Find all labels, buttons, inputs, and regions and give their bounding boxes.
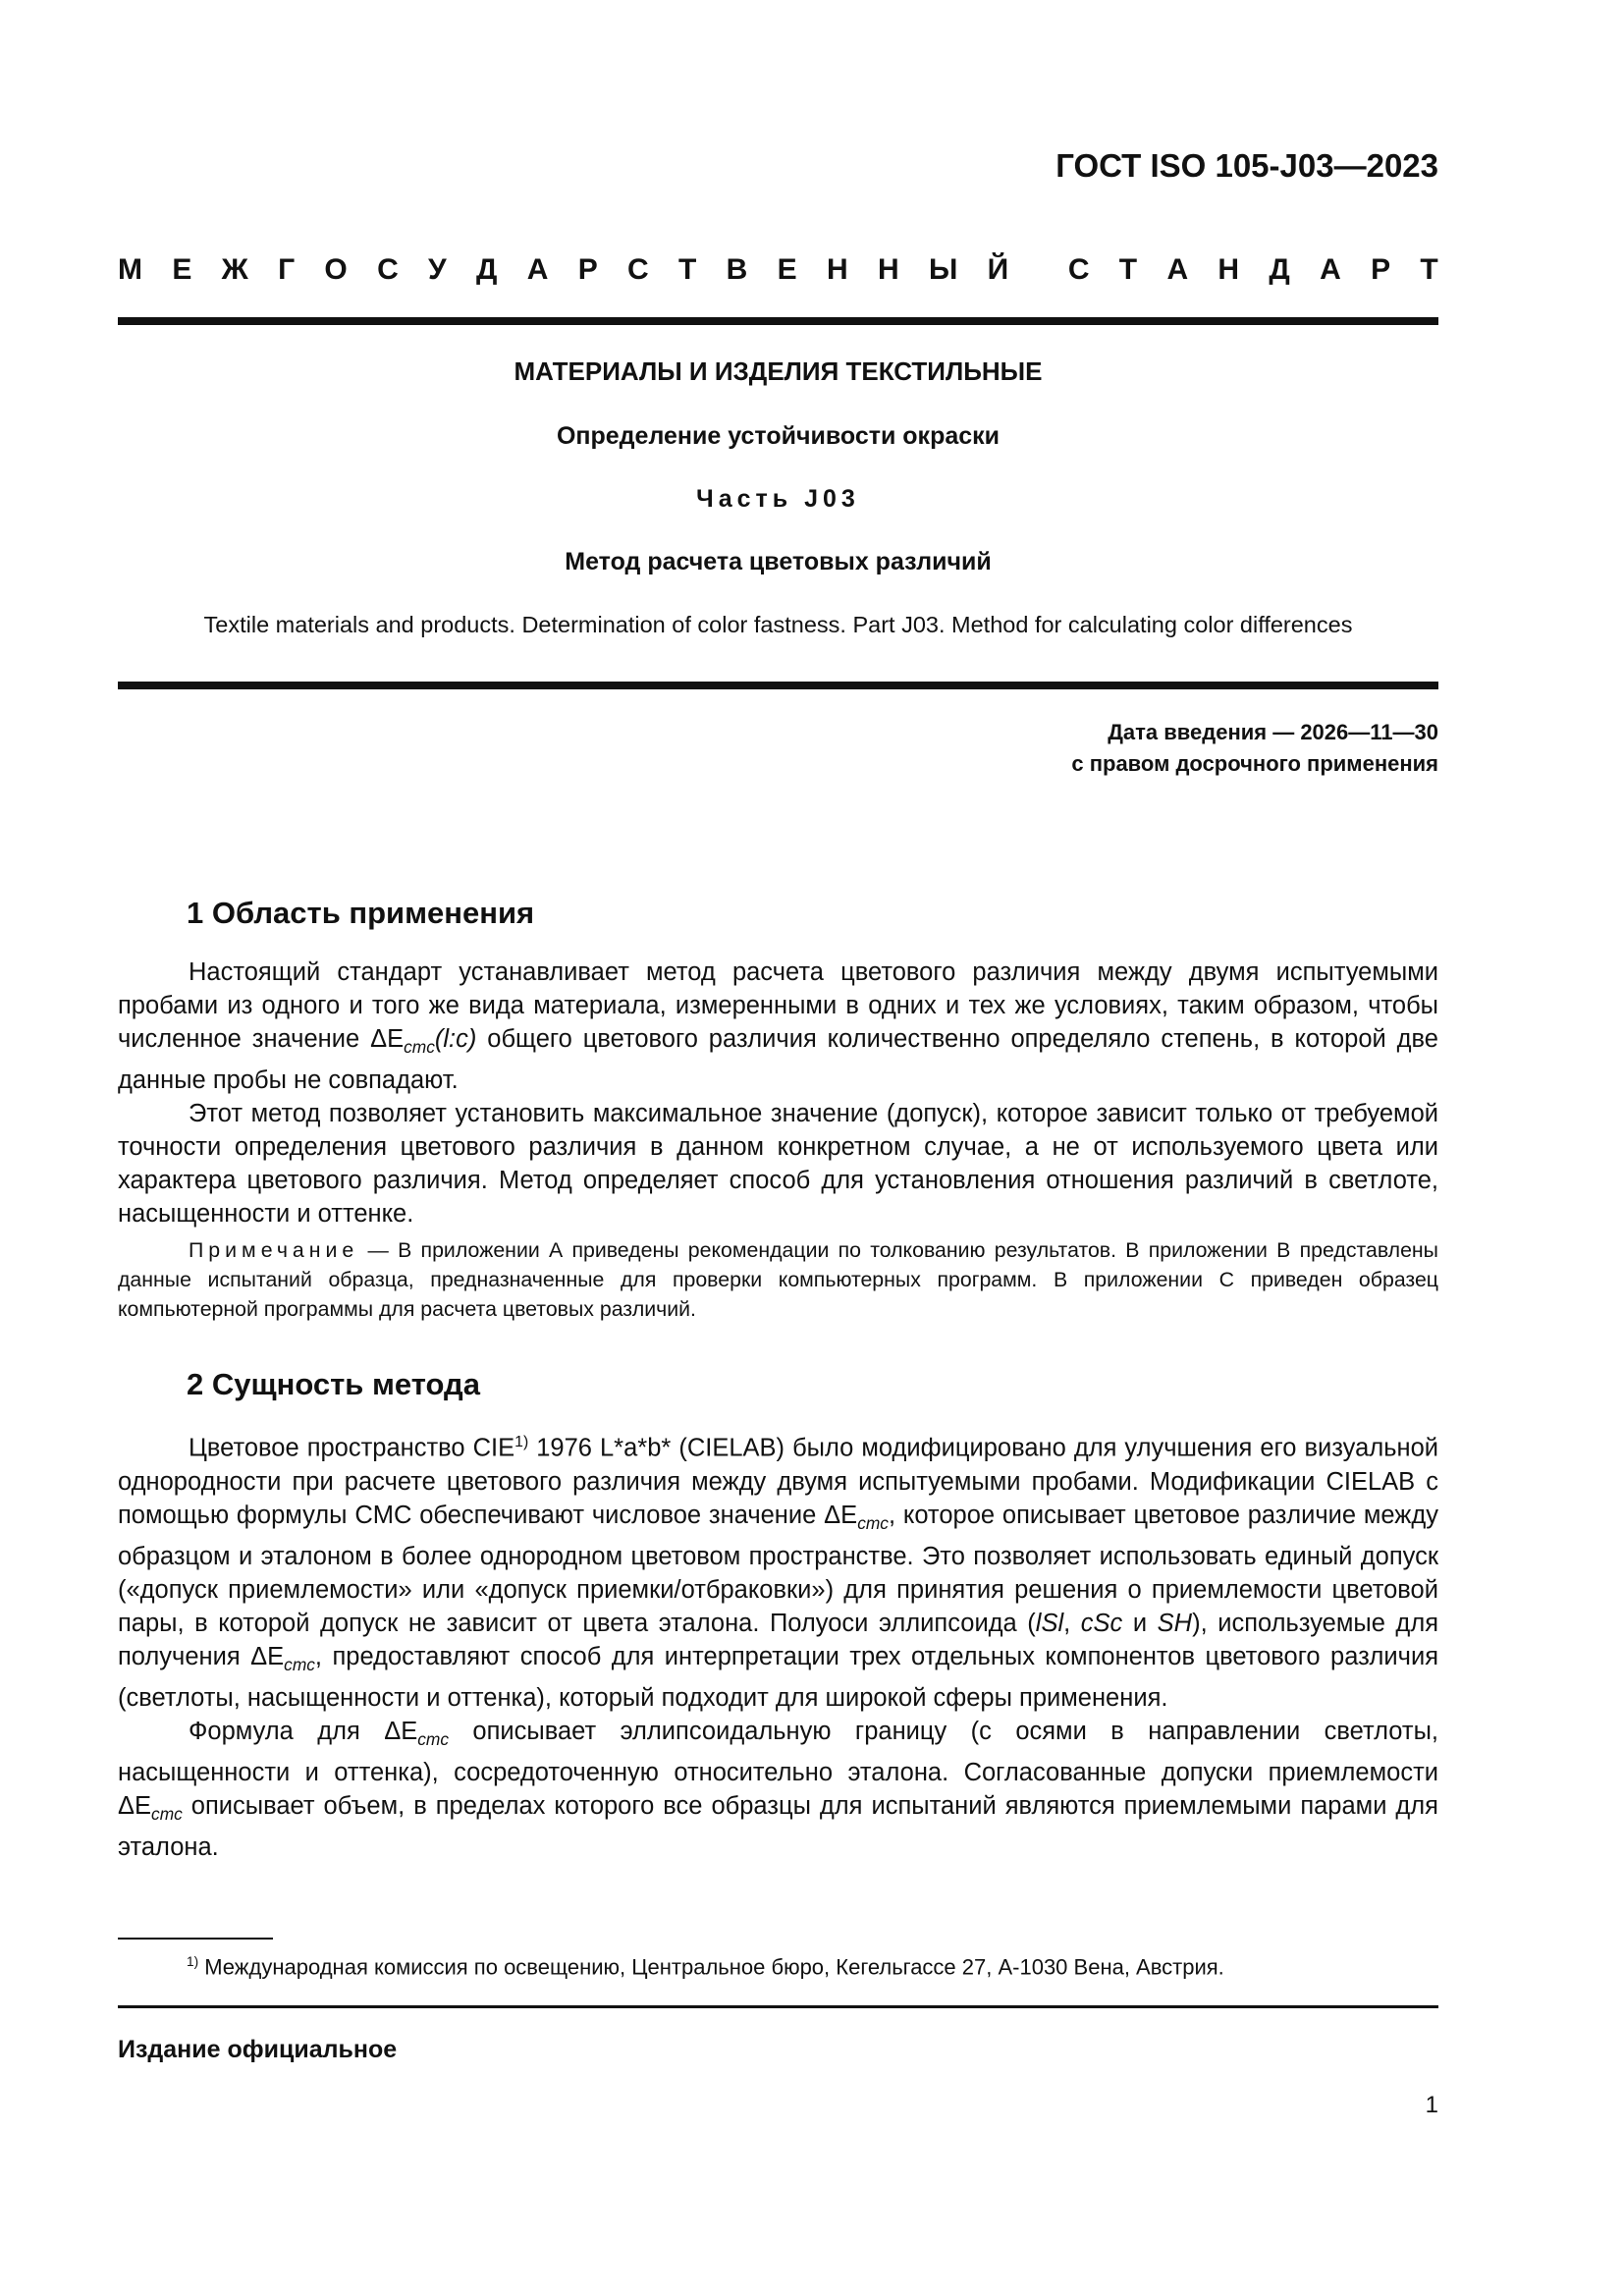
title-sub: Определение устойчивости окраски bbox=[556, 422, 1001, 450]
standard-type-letter: А bbox=[1166, 253, 1189, 286]
title-method: Метод расчета цветовых различий bbox=[565, 548, 992, 575]
section-2-heading: 2 Сущность метода bbox=[187, 1367, 480, 1401]
standard-type-letter: Т bbox=[1118, 253, 1138, 286]
standard-type-letter: Н bbox=[877, 253, 899, 286]
standard-type-letter: Д bbox=[476, 253, 498, 286]
standard-type-letter: Н bbox=[826, 253, 848, 286]
section-1-paragraph-1: Настоящий стандарт устанавливает метод расчета цветового различия между двумя испытуемыми пробами из одного и того же вида материала, измеренными в одних и тех же условиях, таким образом, чтобы численное значение $\Delta E_{cmc}(l:c)$ общего цветового различия количественно определяло степень, в которой две данные пробы не совпадают. bbox=[118, 958, 1438, 1095]
section-1-heading: 1 Область применения bbox=[187, 896, 535, 930]
standard-type-letter: Р bbox=[577, 253, 598, 286]
section-2-paragraph-1: Цветовое пространство CIE$^{1)}$ 1976 L*a*b* (CIELAB) было модифицировано для улучшения его визуальной однородности при расчете цветового различия между двумя испытуемыми пробами. Модификации CIELAB с помощью формулы CMC обеспечивают числовое значение $\Delta E_{cmc}$, которое описывает цветовое различие между образцом и эталоном в более однородном цветовом пространстве. Это позволяет использовать единый допуск («допуск приемлемости» или «допуск приемки/отбраковки») для принятия решения о приемлемости цветовой пары, в которой допуск не зависит от цвета эталона. Полуоси эллипсоида (lSl, cSc и SH), используемые для получения $\Delta E_{cmc}$, предоставляют способ для интерпретации трех отдельных компонентов цветового различия (светлоты, насыщенности и оттенка), который подходит для широкой сферы применения. bbox=[118, 1434, 1439, 1712]
title-rule bbox=[118, 682, 1438, 689]
standard-type-letter: В bbox=[726, 253, 748, 286]
standard-type-letter: Ы bbox=[928, 253, 958, 286]
early-application-line: с правом досрочного применения bbox=[1071, 751, 1438, 776]
section-1-paragraph-2: Этот метод позволяет установить максимальное значение (допуск), которое зависит только от требуемой точности определения цветового различия в данном конкретном случае, а не от используемого цвета или характера цветового различия. Метод определяет способ для установления отношения различий в светлоте, насыщенности и оттенке. bbox=[118, 1100, 1438, 1229]
page-number: 1 bbox=[1425, 2092, 1438, 2118]
standard-type-letter: Е bbox=[172, 253, 192, 286]
standard-type-letter: А bbox=[526, 253, 549, 286]
title-part: Часть J03 bbox=[696, 485, 860, 513]
standard-type-letter: Ж bbox=[221, 253, 248, 286]
section-1-note: Примечание — В приложении А приведены рекомендации по толкованию результатов. В приложении В представлены данные испытаний образца, предназначенные для проверки компьютерных программ. В приложении С приведен образец компьютерной программы для расчета цветовых различий. bbox=[118, 1238, 1438, 1321]
standard-type-letter: С bbox=[1067, 253, 1090, 286]
introduction-date bbox=[1071, 717, 1438, 780]
standard-type-letter: М bbox=[118, 253, 142, 286]
standard-type-letter: С bbox=[377, 253, 399, 286]
standard-type-letter: Т bbox=[678, 253, 697, 286]
title-english: Textile materials and products. Determination of color fastness. Part J03. Method for calculating color differences bbox=[203, 612, 1353, 637]
standard-type-letter: Н bbox=[1217, 253, 1240, 286]
standard-type-letter: Р bbox=[1371, 253, 1391, 286]
standard-type-letter: Т bbox=[1420, 253, 1438, 286]
standard-type-letter: С bbox=[627, 253, 649, 286]
footnote-separator bbox=[118, 1938, 273, 1940]
section-2-body bbox=[118, 1426, 1438, 1864]
standard-type-heading bbox=[118, 253, 1438, 287]
standard-type-letter: А bbox=[1320, 253, 1341, 286]
footer-rule bbox=[118, 2005, 1438, 2008]
standard-type-letter: Е bbox=[777, 253, 797, 286]
standard-type-letter: Г bbox=[278, 253, 296, 286]
section-1-body bbox=[118, 956, 1438, 1230]
introduction-date-line: Дата введения — 2026—11—30 bbox=[1108, 720, 1438, 744]
section-2-paragraph-2: Формула для $\Delta E_{cmc}$ описывает эллипсоидальную границу (с осями в направлении светлоты, насыщенности и оттенка), сосредоточенную относительно эталона. Согласованные допуски приемлемости $\Delta E_{cmc}$ описывает объем, в пределах которого все образцы для испытаний являются приемлемыми парами для эталона. bbox=[118, 1717, 1438, 1861]
official-edition-label: Издание официальное bbox=[118, 2036, 398, 2063]
title-main: МАТЕРИАЛЫ И ИЗДЕЛИЯ ТЕКСТИЛЬНЫЕ bbox=[514, 356, 1043, 386]
standard-type-letter: Й bbox=[987, 253, 1009, 286]
footnote: $^{1)}$ Международная комиссия по освещению, Центральное бюро, Кегельгассе 27, A-1030 Вена, Австрия. bbox=[187, 1954, 1224, 1980]
standard-type-letter: Д bbox=[1269, 253, 1290, 286]
standard-type-letter: О bbox=[324, 253, 348, 286]
standard-type-letter: У bbox=[428, 253, 447, 286]
header-rule bbox=[118, 317, 1438, 325]
gost-number: ГОСТ ISO 105-J03—2023 bbox=[1055, 147, 1438, 184]
